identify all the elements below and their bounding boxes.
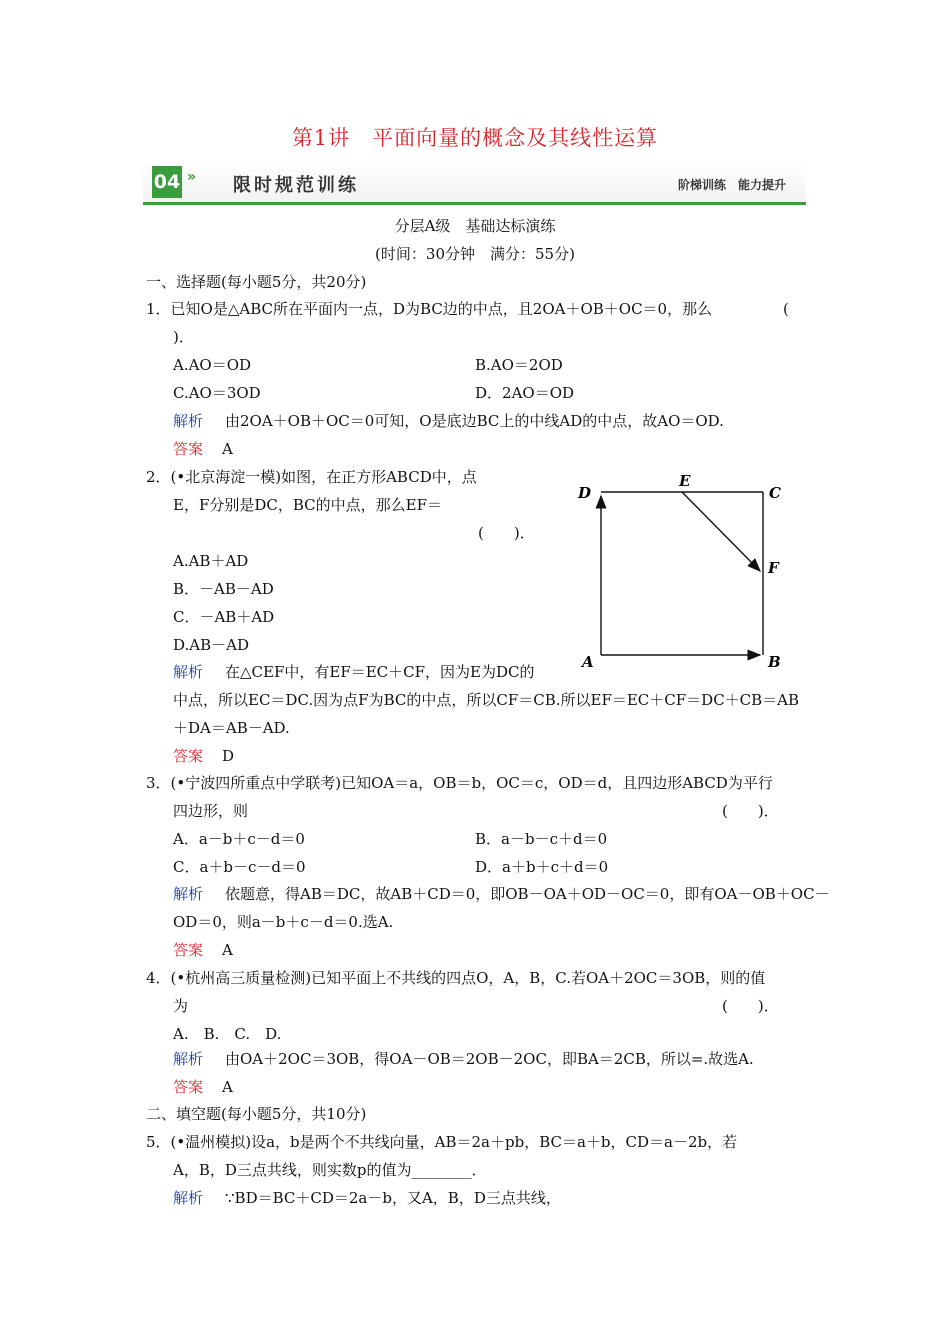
- q2-analysis-1: 在△CEF中，有EF＝EC＋CF，因为E为DC的: [225, 663, 535, 681]
- q2-option-d: D.AB－AD: [173, 636, 249, 654]
- q2-paren: ( )．: [478, 524, 535, 542]
- q2-option-b: B．－AB－AD: [173, 580, 274, 598]
- point-d-label: D: [578, 484, 592, 502]
- q4-answer-label: 答案: [173, 1078, 204, 1096]
- q2-option-a: A.AB＋AD: [173, 552, 249, 570]
- q3-option-d: D．a＋b＋c＋d＝0: [475, 858, 609, 876]
- q2-answer-label: 答案: [173, 747, 204, 765]
- q3-stem-2: 四边形，则: [173, 802, 249, 820]
- point-f-label: F: [768, 559, 779, 577]
- q3-option-b: B．a－b－c＋d＝0: [475, 830, 608, 848]
- banner-underline: [143, 202, 806, 205]
- q2-analysis-3: ＋DA＝AB－AD.: [173, 719, 290, 737]
- double-chevron-icon: »: [187, 169, 197, 185]
- q4-stem-2: 为: [173, 997, 189, 1015]
- q1-analysis-label: 解析: [173, 412, 204, 430]
- page-title: 第1讲 平面向量的概念及其线性运算: [291, 126, 659, 150]
- q1-option-c: C.AO＝3OD: [173, 384, 261, 402]
- q4-analysis-label: 解析: [173, 1050, 204, 1068]
- q1-answer: A: [222, 440, 233, 458]
- q3-stem: 3．(•宁波四所重点中学联考)已知OA＝a，OB＝b，OC＝c，OD＝d，且四边形ABCD为平行: [146, 774, 773, 792]
- q2-analysis-label: 解析: [173, 663, 204, 681]
- q1-paren-open: (: [783, 300, 789, 318]
- point-c-label: C: [769, 484, 781, 502]
- q4-stem: 4．(•杭州高三质量检测)已知平面上不共线的四点O，A，B，C.若OA＋2OC＝3OB，则的值: [146, 969, 766, 987]
- q1-option-a: A.AO＝OD: [173, 356, 252, 374]
- section-banner: [143, 160, 806, 206]
- q2-stem-2: E，F分别是DC，BC的中点，那么EF＝: [173, 496, 442, 514]
- q2-analysis-2: 中点，所以EC＝DC.因为点F为BC的中点，所以CF＝CB.所以EF＝EC＋CF＝DC＋CB＝AB: [173, 691, 800, 709]
- q3-analysis-1: 依题意，得AB＝DC，故AB＋CD＝0，即OB－OA＋OD－OC＝0，即有OA－OB＋OC－: [225, 885, 830, 903]
- q2-stem: 2．(•北京海淀一模)如图，在正方形ABCD中，点: [146, 468, 477, 486]
- q5-analysis-label: 解析: [173, 1189, 204, 1207]
- q2-option-c: C．－AB＋AD: [173, 608, 275, 626]
- q3-option-a: A．a－b＋c－d＝0: [173, 830, 305, 848]
- level-heading: 分层A级 基础达标演练: [394, 217, 556, 235]
- point-b-label: B: [768, 653, 781, 671]
- q5-analysis: ∵BD＝BC＋CD＝2a－b，又A，B，D三点共线，: [225, 1189, 561, 1207]
- q1-option-b: B.AO＝2OD: [475, 356, 563, 374]
- point-a-label: A: [582, 653, 594, 671]
- q2-answer: D: [222, 747, 235, 765]
- q4-options: A. B. C. D.: [173, 1025, 282, 1043]
- q3-analysis-label: 解析: [173, 885, 204, 903]
- time-limit: (时间：30分钟 满分：55分): [375, 245, 575, 263]
- q3-analysis-2: OD＝0，则a－b＋c－d＝0.选A.: [173, 913, 394, 931]
- part-one-heading: 一、选择题(每小题5分，共20分): [146, 273, 367, 291]
- banner-number: 04: [152, 166, 182, 198]
- q1-analysis: 由2OA＋OB＋OC＝0可知，O是底边BC上的中线AD的中点，故AO＝OD.: [225, 412, 724, 430]
- point-e-label: E: [679, 472, 691, 490]
- q4-answer: A: [222, 1078, 233, 1096]
- q4-analysis: 由OA＋2OC＝3OB，得OA－OB＝2OB－2OC，即BA＝2CB，所以=.故选A.: [225, 1050, 754, 1068]
- vector-ef: [682, 492, 760, 571]
- q1-stem-end: )．: [173, 328, 194, 346]
- q3-option-c: C．a＋b－c－d＝0: [173, 858, 306, 876]
- q3-answer-label: 答案: [173, 941, 204, 959]
- q3-paren: ( )．: [722, 802, 779, 820]
- q3-answer: A: [222, 941, 233, 959]
- q1-option-d: D．2AO＝OD: [475, 384, 575, 402]
- square-abcd-diagram: [570, 470, 790, 675]
- q1-answer-label: 答案: [173, 440, 204, 458]
- q1-stem: 1．已知O是△ABC所在平面内一点，D为BC边的中点，且2OA＋OB＋OC＝0，那么: [146, 300, 713, 318]
- banner-subtitle: 阶梯训练 能力提升: [677, 178, 786, 192]
- part-two-heading: 二、填空题(每小题5分，共10分): [146, 1105, 367, 1123]
- q5-stem-2: A，B，D三点共线，则实数p的值为________．: [173, 1161, 487, 1179]
- q5-stem: 5．(•温州模拟)设a，b是两个不共线向量，AB＝2a＋pb，BC＝a＋b，CD＝a－2b，若: [146, 1133, 738, 1151]
- q4-paren: ( )．: [722, 997, 779, 1015]
- banner-title: 限时规范训练: [233, 175, 359, 196]
